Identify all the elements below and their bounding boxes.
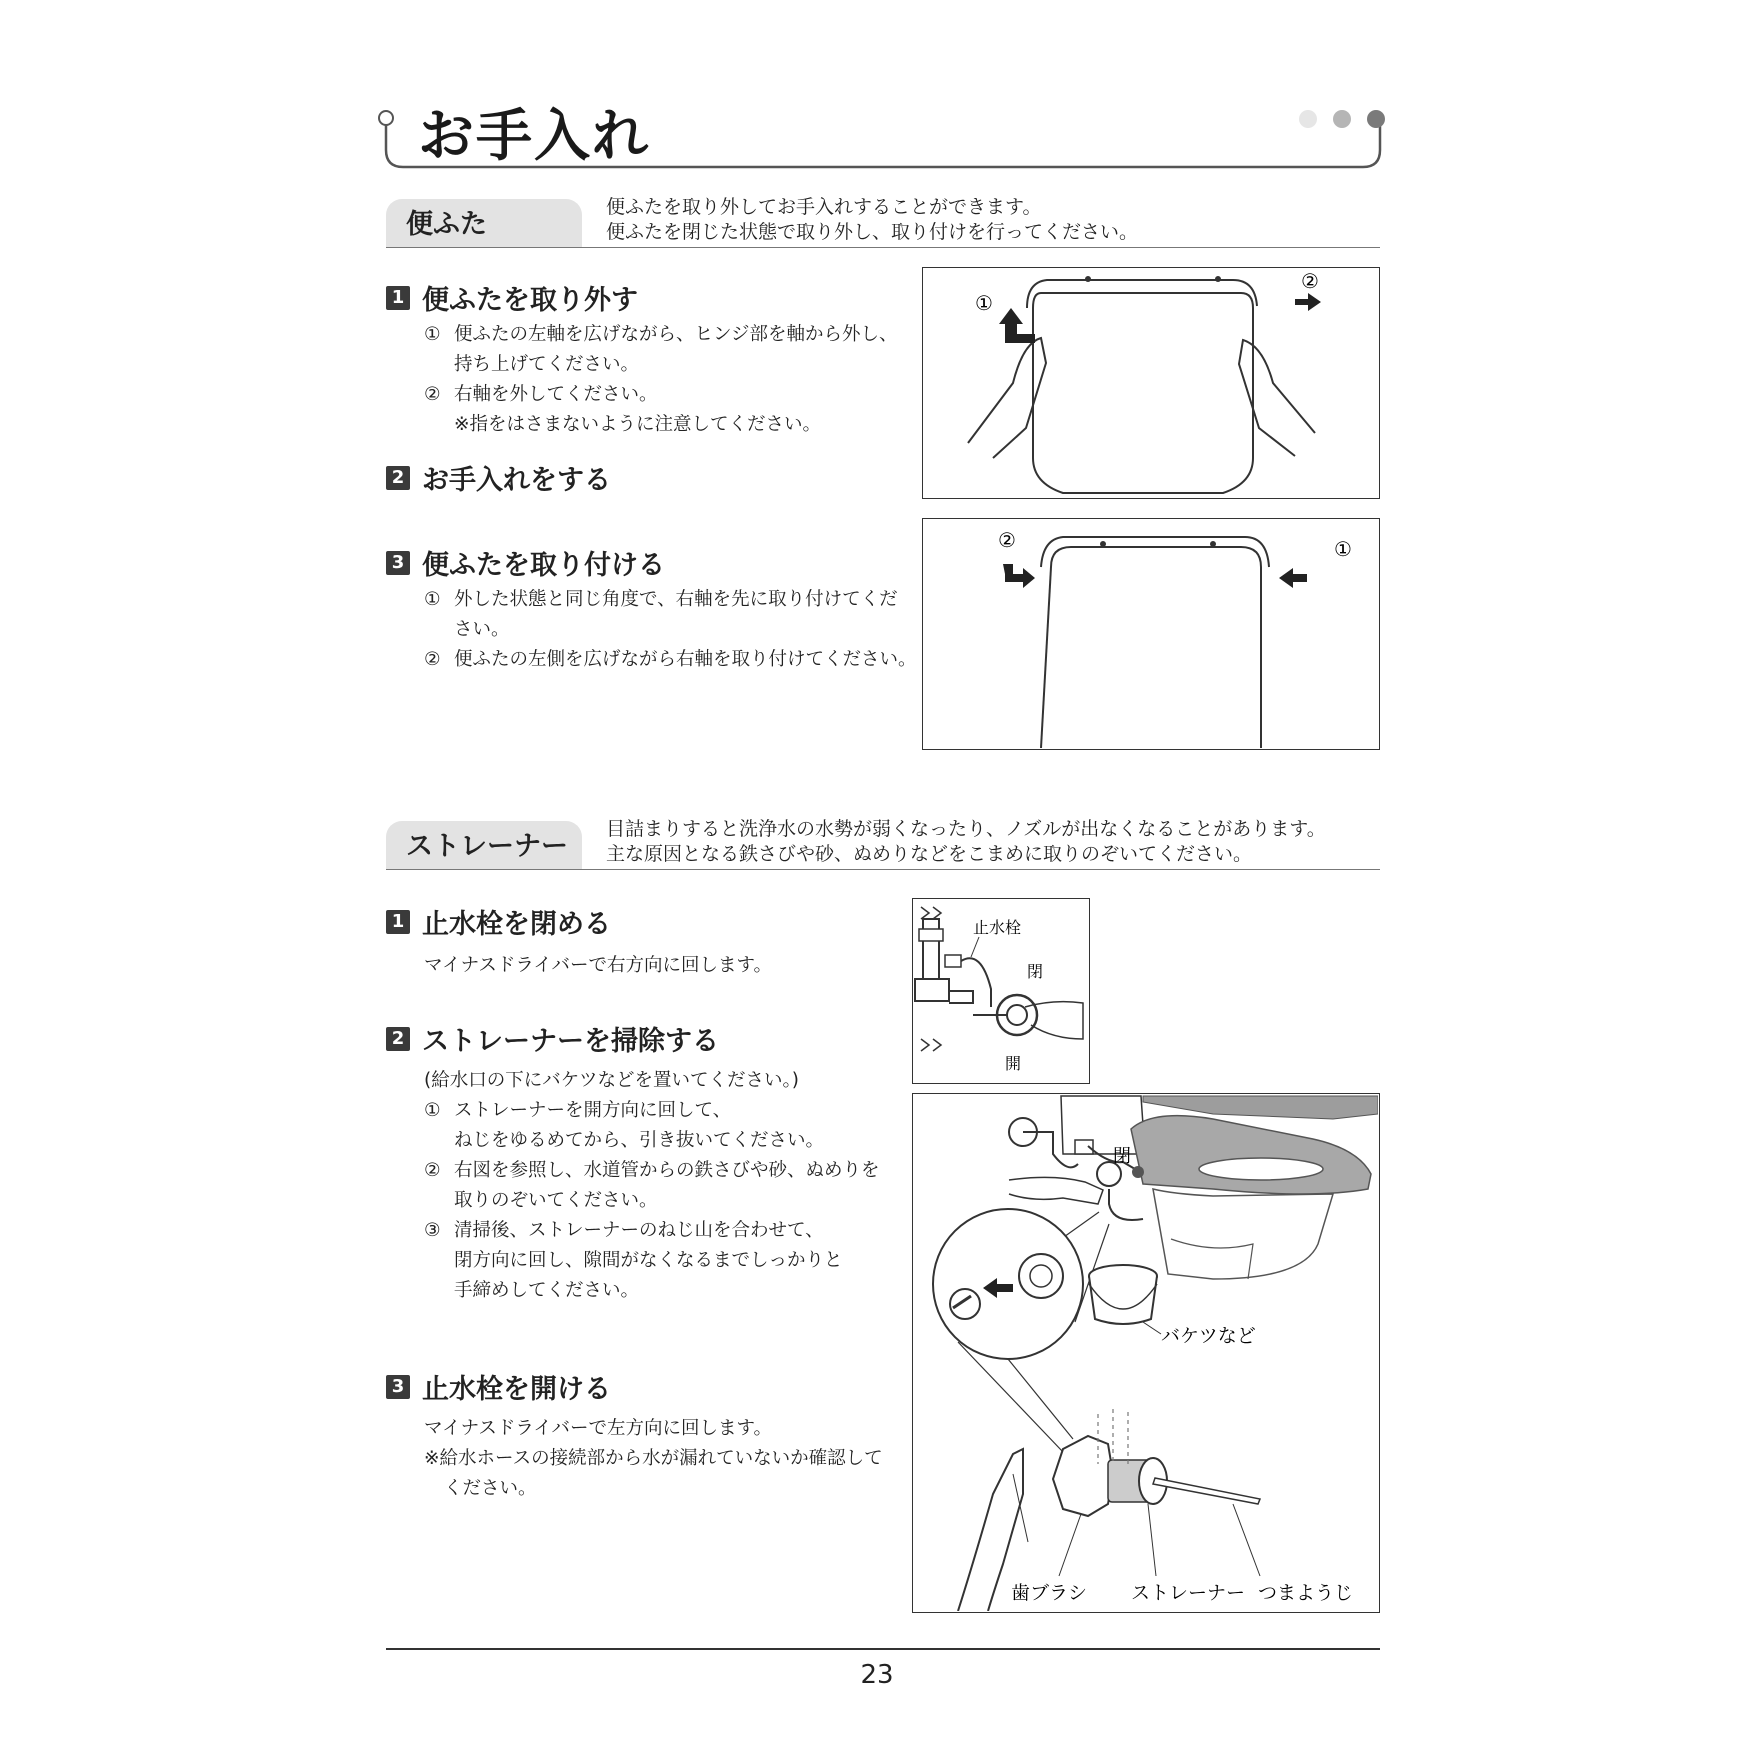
instruction-text: 持ち上げてください。 xyxy=(454,354,640,375)
section-tab-benfuta xyxy=(386,199,582,247)
step-heading xyxy=(386,543,665,582)
figure-label: ② xyxy=(1301,269,1319,293)
step-number: 1 xyxy=(386,286,410,310)
figure-label-toothpick: つまようじ xyxy=(1258,1582,1354,1604)
instruction-note: (給水口の下にバケツなどを置いてください。) xyxy=(424,1070,800,1091)
figure-label: ① xyxy=(1334,537,1352,561)
step-instructions xyxy=(424,1066,880,1306)
step-instructions xyxy=(424,585,917,675)
instruction-text: 取りのぞいてください。 xyxy=(454,1190,658,1211)
instruction-text: マイナスドライバーで左方向に回します。 xyxy=(424,1418,772,1439)
section-description xyxy=(606,195,1138,245)
step-heading xyxy=(386,458,611,497)
instruction-text: 便ふたの左側を広げながら右軸を取り付けてください。 xyxy=(454,649,917,670)
indicator-dot-1 xyxy=(1299,110,1317,128)
list-marker: ① xyxy=(424,589,441,610)
figure-label-valve: 止水栓 xyxy=(973,918,1022,937)
page-number: 23 xyxy=(860,1660,894,1690)
step-title: 止水栓を閉める xyxy=(422,909,611,940)
figure-lid-removal xyxy=(922,267,1380,499)
section-tab-label: ストレーナー xyxy=(406,831,568,862)
description-line: 主な原因となる鉄さびや砂、ぬめりなどをこまめに取りのぞいてください。 xyxy=(606,843,1253,865)
figure-label: ① xyxy=(975,291,993,315)
list-marker: ③ xyxy=(424,1220,441,1241)
list-marker: ① xyxy=(424,1100,441,1121)
description-line: 便ふたを取り外してお手入れすることができます。 xyxy=(606,196,1042,218)
instruction-text: ねじをゆるめてから、引き抜いてください。 xyxy=(454,1130,825,1151)
step-instructions xyxy=(424,1414,883,1504)
step-title: 止水栓を開ける xyxy=(422,1374,611,1405)
lid-removal-illustration xyxy=(923,268,1378,497)
step-number: 2 xyxy=(386,1027,410,1051)
instruction-text: ストレーナーを開方向に回して、 xyxy=(454,1100,732,1121)
description-line: 目詰まりすると洗浄水の水勢が弱くなったり、ノズルが出なくなることがあります。 xyxy=(606,818,1326,840)
step-title: お手入れをする xyxy=(422,465,611,496)
list-marker: ② xyxy=(424,649,441,670)
figure-strainer-cleaning xyxy=(912,1093,1380,1613)
step-heading xyxy=(386,1367,611,1406)
figure-label-close: 閉 xyxy=(1027,962,1044,981)
step-number: 3 xyxy=(386,551,410,575)
step-number: 2 xyxy=(386,466,410,490)
figure-label-brush: 歯ブラシ xyxy=(1011,1582,1088,1604)
page-title: お手入れ xyxy=(418,104,650,169)
figure-label: ② xyxy=(998,528,1016,552)
step-number: 1 xyxy=(386,910,410,934)
step-heading xyxy=(386,1019,719,1058)
step-title: ストレーナーを掃除する xyxy=(422,1026,719,1057)
instruction-text: 右軸を外してください。 xyxy=(454,384,658,405)
step-title: 便ふたを取り付ける xyxy=(422,550,665,581)
instruction-text: 外した状態と同じ角度で、右軸を先に取り付けてくだ xyxy=(454,589,898,610)
indicator-dot-2 xyxy=(1333,110,1351,128)
instruction-text: 閉方向に回し、隙間がなくなるまでしっかりと xyxy=(454,1250,843,1271)
lid-attachment-illustration xyxy=(923,519,1378,748)
figure-label-close: 閉 xyxy=(1113,1146,1131,1167)
instruction-text: さい。 xyxy=(454,619,510,640)
title-frame xyxy=(0,0,1754,180)
figure-lid-attachment xyxy=(922,518,1380,750)
step-title: 便ふたを取り外す xyxy=(422,285,638,316)
list-marker: ① xyxy=(424,324,441,345)
list-marker: ② xyxy=(424,384,441,405)
instruction-text: 右図を参照し、水道管からの鉄さびや砂、ぬめりを xyxy=(454,1160,880,1181)
description-line: 便ふたを閉じた状態で取り外し、取り付けを行ってください。 xyxy=(606,221,1139,243)
list-marker: ② xyxy=(424,1160,441,1181)
instruction-text: 手締めしてください。 xyxy=(454,1280,640,1301)
figure-stop-valve xyxy=(912,898,1090,1084)
caution-note: ※給水ホースの接続部から水が漏れていないか確認して xyxy=(424,1448,883,1469)
step-heading xyxy=(386,278,638,317)
stop-valve-illustration xyxy=(913,899,1088,1082)
figure-label-strainer: ストレーナー xyxy=(1131,1582,1246,1604)
footer-rule xyxy=(386,1648,1380,1650)
caution-note: ください。 xyxy=(444,1478,537,1499)
step-instructions xyxy=(424,320,898,440)
instruction-text: マイナスドライバーで右方向に回します。 xyxy=(424,955,772,976)
instruction-text: 清掃後、ストレーナーのねじ山を合わせて、 xyxy=(454,1220,824,1241)
indicator-dot-3 xyxy=(1367,110,1385,128)
figure-label-bucket: バケツなど xyxy=(1161,1325,1256,1347)
instruction-text: 便ふたの左軸を広げながら、ヒンジ部を軸から外し、 xyxy=(454,324,898,345)
section-description xyxy=(606,817,1326,867)
caution-note: ※指をはさまないように注意してください。 xyxy=(454,414,822,435)
section-tab-label: 便ふた xyxy=(406,209,487,240)
figure-label-open: 開 xyxy=(1005,1054,1022,1073)
section-rule xyxy=(386,247,1380,248)
step-heading xyxy=(386,902,611,941)
strainer-cleaning-illustration xyxy=(913,1094,1378,1611)
step-number: 3 xyxy=(386,1375,410,1399)
section-tab-strainer xyxy=(386,821,582,869)
section-rule xyxy=(386,869,1380,870)
